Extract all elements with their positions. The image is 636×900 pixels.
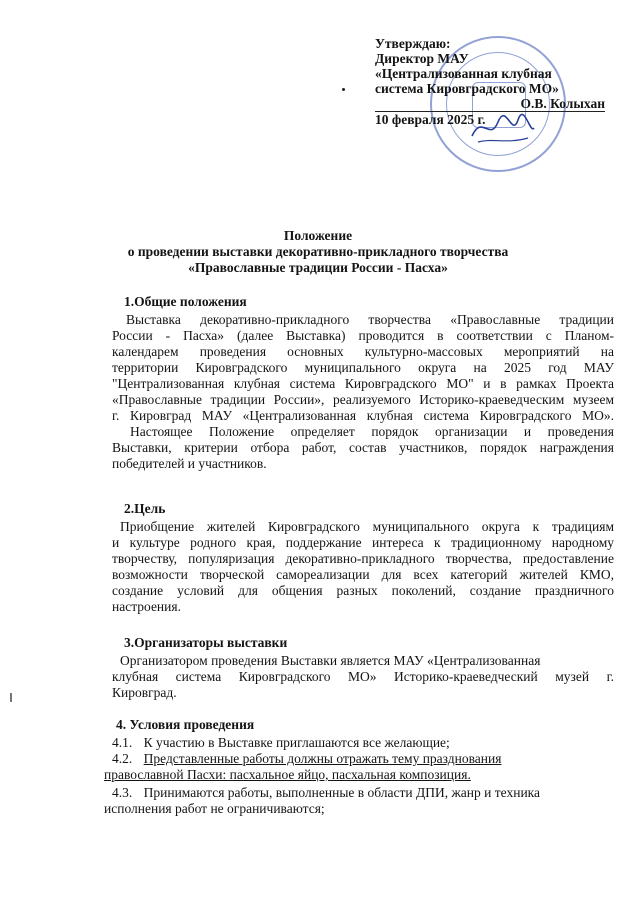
text-line: победителей и участников. xyxy=(112,456,267,471)
text-line: Кировград. xyxy=(112,685,177,700)
text-line: Выставки, критерии отбора работ, состав участников, порядок награждения xyxy=(112,440,614,455)
list-item xyxy=(112,751,614,767)
text-line: Организатором проведения Выставки является МАУ «Централизованная xyxy=(120,653,541,668)
item-text-continued: православной Пасхи: пасхальное яйцо, пасхальная композиция. xyxy=(104,767,471,782)
list-item xyxy=(112,785,614,801)
text-line: "Централизованная клубная система Кировградского МО" и в рамках Проекта xyxy=(112,376,614,391)
text-line: Настоящее Положение определяет порядок организации и проведения xyxy=(130,424,614,439)
text-line: и культуре родного края, поддержание интереса к традиционному народному xyxy=(112,535,614,550)
document-title xyxy=(0,228,636,276)
signature-line: О.В. Колыхан xyxy=(375,96,605,112)
text-line: территории Кировградского муниципального округа на 2025 год МАУ xyxy=(112,360,614,375)
text-line: Выставка декоративно-прикладного творчества «Православные традиции xyxy=(126,312,614,327)
text-line: «Православные традиции России», реализуемого Историко-краеведческим музеем xyxy=(112,392,614,407)
title-line: Положение xyxy=(283,228,353,243)
item-number: 4.1. xyxy=(112,735,133,750)
item-text: Принимаются работы, выполненные в области ДПИ, жанр и техника xyxy=(143,785,541,800)
text-line: Приобщение жителей Кировградского муниципального округа к традициям xyxy=(120,519,614,534)
paragraph xyxy=(112,519,614,615)
text-line: г. Кировград МАУ «Централизованная клубная система Кировградского МО». xyxy=(112,408,614,423)
text-line: настроения. xyxy=(112,599,181,614)
item-text-continued: исполнения работ не ограничиваются; xyxy=(104,801,325,816)
approval-line: Утверждаю: xyxy=(375,36,451,51)
title-line: о проведении выставки декоративно-прикладного творчества xyxy=(127,244,509,259)
margin-mark xyxy=(10,693,12,702)
text-line: творчеству, популяризация декоративно-прикладного творчества, предоставление xyxy=(112,551,614,566)
section-heading: 2.Цель xyxy=(124,501,166,516)
approval-line: Директор МАУ xyxy=(375,51,469,66)
paragraph xyxy=(104,735,614,817)
approval-block xyxy=(375,36,615,127)
title-line: «Православные традиции России - Пасха» xyxy=(188,260,448,275)
item-text: К участию в Выставке приглашаются все желающие; xyxy=(143,735,450,750)
section-heading: 1.Общие положения xyxy=(124,294,247,309)
paragraph xyxy=(112,653,614,701)
paragraph xyxy=(112,312,614,472)
approval-line: система Кировградского МО» xyxy=(375,81,559,96)
item-number: 4.2. xyxy=(112,751,133,766)
text-line: создание условий для общения разных поколений, создание праздничного xyxy=(112,583,614,598)
item-number: 4.3. xyxy=(112,785,133,800)
list-item xyxy=(112,735,614,751)
approval-date: 10 февраля 2025 г. xyxy=(375,112,486,127)
text-line: возможности творческой самореализации для всех категорий жителей КМО, xyxy=(112,567,614,582)
text-line: календарем проведения основных культурно-массовых мероприятий на xyxy=(112,344,614,359)
item-text: Представленные работы должны отражать тему празднования xyxy=(143,751,502,766)
section-heading: 3.Организаторы выставки xyxy=(124,635,288,650)
section-heading: 4. Условия проведения xyxy=(116,717,255,732)
stray-dot xyxy=(342,88,345,91)
text-line: России - Пасха» (далее Выставка) проводится в соответствии с Планом- xyxy=(112,328,614,343)
approval-line: «Централизованная клубная xyxy=(375,66,552,81)
text-line: клубная система Кировградского МО» Историко-краеведческий музей г. xyxy=(112,669,614,684)
